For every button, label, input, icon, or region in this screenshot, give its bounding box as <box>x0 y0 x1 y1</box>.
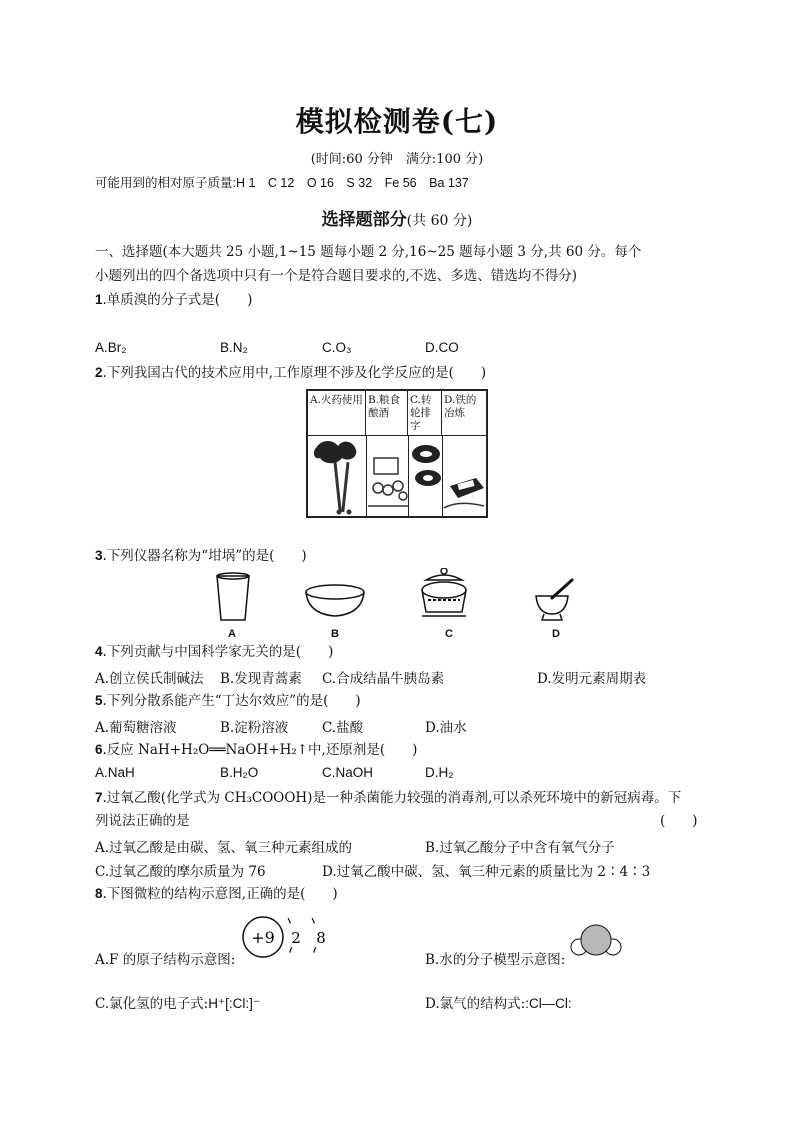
type-wheel-icon <box>412 445 441 486</box>
q3-label-c: C <box>445 628 453 640</box>
mortar-pestle-icon <box>536 580 572 620</box>
q7-answer-paren: ( ) <box>660 813 698 829</box>
q1-option-d: D.CO <box>425 340 459 355</box>
q5-option-c: C.盐酸 <box>322 720 364 736</box>
q6-option-a: A.NaH <box>95 765 135 780</box>
q2-image-table <box>306 389 488 518</box>
page-title: 模拟检测卷(七) <box>295 105 499 138</box>
question-3: 3.下列仪器名称为“坩埚”的是( ) <box>95 548 307 564</box>
question-5: 5.下列分散系能产生“丁达尔效应”的是( ) <box>95 693 361 709</box>
q6-option-b: B.H₂O <box>220 765 259 780</box>
q7-option-b: B.过氧乙酸分子中含有氧气分子 <box>425 840 615 856</box>
beaker-icon <box>217 573 249 620</box>
question-4: 4.下列贡献与中国科学家无关的是( ) <box>95 644 334 660</box>
q4-option-d: D.发明元素周期表 <box>537 671 647 687</box>
q6-option-d: D.H₂ <box>425 765 454 780</box>
q4-option-a: A.创立侯氏制碱法 <box>95 671 204 687</box>
q3-label-b: B <box>331 628 339 640</box>
q8-option-b: B.水的分子模型示意图: <box>425 952 566 968</box>
shell-1-electrons: 2 <box>291 929 301 947</box>
section-title: 选择题部分(共 60 分) <box>321 210 473 230</box>
oxygen-atom <box>581 925 611 955</box>
q2-cell-d: D.铁的冶炼 <box>444 394 477 419</box>
exam-info: (时间:60 分钟 满分:100 分) <box>310 152 484 167</box>
nucleus-charge: +9 <box>251 928 275 947</box>
q3-label-d: D <box>552 628 560 640</box>
q8-option-a: A.F 的原子结构示意图: <box>95 952 236 968</box>
gunpowder-icon <box>314 441 356 515</box>
q1-option-c: C.O₃ <box>322 340 352 355</box>
question-6: 6.反应 NaH+H₂O══NaOH+H₂↑中,还原剂是( ) <box>95 742 418 758</box>
shell-2-electrons: 8 <box>316 929 326 947</box>
q8-option-c: C.氯化氢的电子式:H⁺[:Cl:]⁻ <box>95 996 260 1012</box>
hcl-electron-formula: H⁺[:Cl:]⁻ <box>208 996 260 1011</box>
q7-option-c: C.过氧乙酸的摩尔质量为 76 <box>95 864 266 880</box>
q5-option-a: A.葡萄糖溶液 <box>95 720 177 736</box>
evaporating-dish-icon <box>306 585 364 616</box>
q3-instruments <box>200 568 590 628</box>
q8-option-d: D.氯气的结构式::Cl—Cl: <box>425 996 572 1012</box>
q7-option-a: A.过氧乙酸是由碳、氢、氧三种元素组成的 <box>95 840 353 856</box>
question-7: 7.过氧乙酸(化学式为 CH₃COOOH)是一种杀菌能力较强的消毒剂,可以杀死环境中的新冠病毒。下 <box>95 790 682 806</box>
part1-instructions-1: 一、选择题(本大题共 25 小题,1~15 题每小题 2 分,16~25 题每小题 3 分,共 60 分。每个 <box>95 244 642 260</box>
q5-option-b: B.淀粉溶液 <box>220 720 289 736</box>
q5-option-d: D.油水 <box>425 720 467 736</box>
atomic-masses: 可能用到的相对原子质量:H 1 C 12 O 16 S 32 Fe 56 Ba 137 <box>95 176 469 190</box>
iron-smelting-icon <box>444 478 484 508</box>
crucible-icon <box>422 568 466 616</box>
question-2: 2.下列我国古代的技术应用中,工作原理不涉及化学反应的是( ) <box>95 365 487 381</box>
q7-option-d: D.过氧乙酸中碳、氢、氧三种元素的质量比为 2∶4∶3 <box>322 864 651 880</box>
part1-instructions-2: 小题列出的四个备选项中只有一个是符合题目要求的,不选、多选、错选均不得分) <box>95 268 578 284</box>
q2-cell-c: C.转轮排字 <box>408 391 442 435</box>
q2-cell-b: B.粮食酿酒 <box>366 391 408 435</box>
q1-option-b: B.N₂ <box>220 340 248 355</box>
question-7-line2: 列说法正确的是 <box>95 813 190 829</box>
winemaking-icon <box>368 458 408 506</box>
fluorine-atom-diagram <box>240 912 340 962</box>
question-8: 8.下图微粒的结构示意图,正确的是( ) <box>95 886 338 902</box>
q4-option-c: C.合成结晶牛胰岛素 <box>322 671 445 687</box>
q2-illustrations <box>308 436 486 517</box>
water-molecule-model <box>566 920 626 962</box>
chlorine-structural-formula: :Cl—Cl: <box>525 996 572 1011</box>
question-1: 1.单质溴的分子式是( ) <box>95 292 253 308</box>
q1-option-a: A.Br₂ <box>95 340 127 355</box>
q2-cell-a: A.火药使用 <box>308 391 366 435</box>
q4-option-b: B.发现青蒿素 <box>220 671 302 687</box>
q6-option-c: C.NaOH <box>322 765 374 780</box>
q3-label-a: A <box>228 628 236 640</box>
